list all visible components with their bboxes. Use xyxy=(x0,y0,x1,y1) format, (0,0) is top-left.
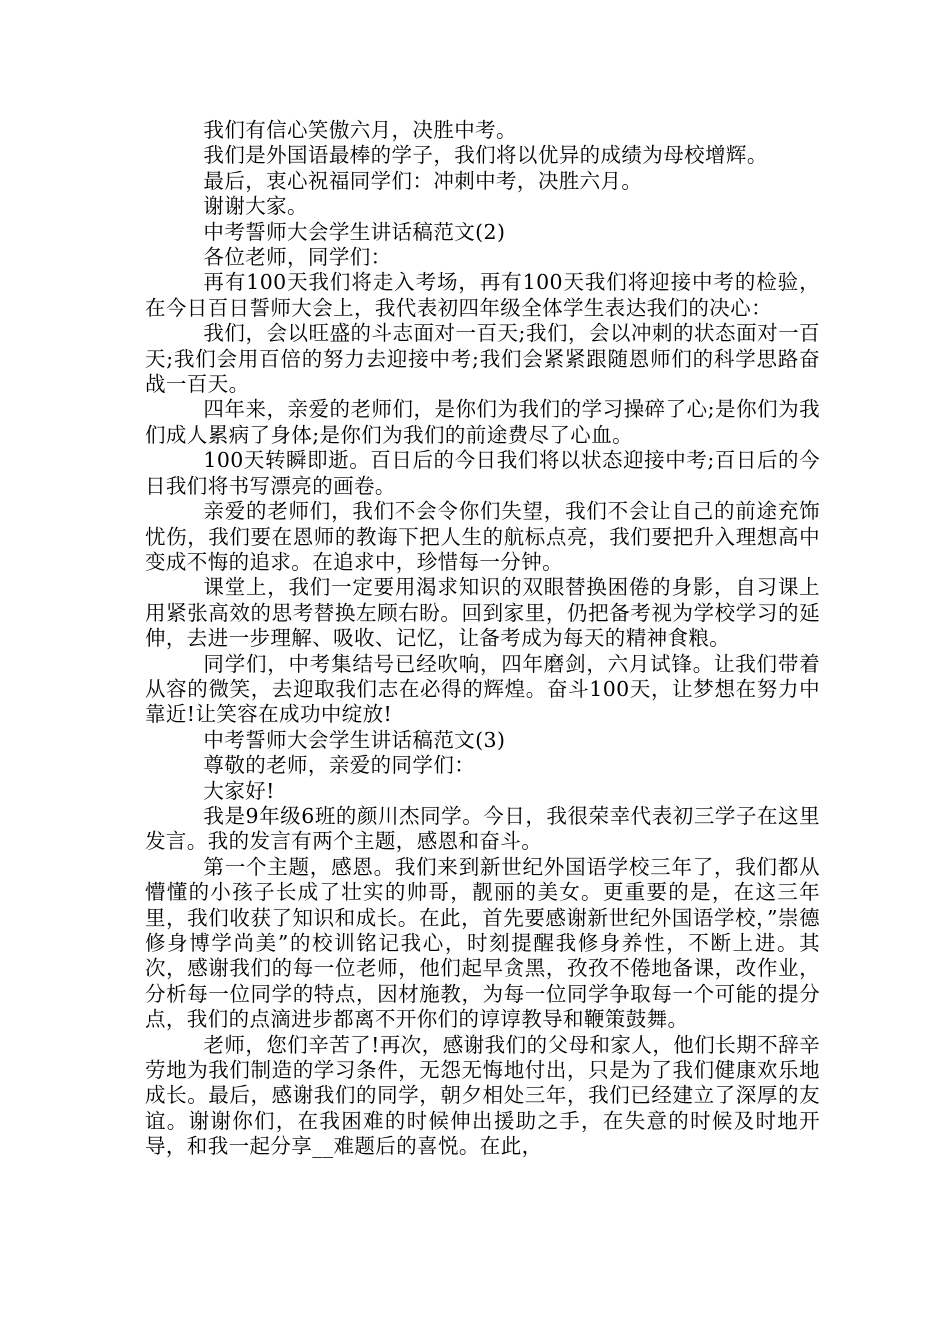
paragraph: 老师，您们辛苦了!再次，感谢我们的父母和家人，他们长期不辞辛劳地为我们制造的学习条件，无怨无悔地付出，只是为了我们健康欢乐地成长。最后，感谢我们的同学，朝夕相处三年，我们已经建立了深厚的友谊。谢谢你们，在我困难的时候伸出援助之手，在失意的时候及时地开导，和我一起分享__难题后的喜悦。在此， xyxy=(145,1032,820,1159)
paragraph: 我们有信心笑傲六月，决胜中考。 xyxy=(203,118,517,142)
document-page xyxy=(145,118,820,1160)
salutation: 各位老师，同学们： xyxy=(203,245,392,270)
paragraph: 同学们，中考集结号已经吹响，四年磨剑，六月试锋。让我们带着从容的微笑，去迎取我们志在必得的辉煌。奋斗100天，让梦想在努力中靠近!让笑容在成功中绽放! xyxy=(145,651,820,727)
paragraph: 我们是外国语最棒的学子，我们将以优异的成绩为母校增辉。 xyxy=(203,143,768,168)
paragraph: 最后，衷心祝福同学们：冲刺中考，决胜六月。 xyxy=(203,168,643,193)
paragraph: 我们，会以旺盛的斗志面对一百天;我们，会以冲刺的状态面对一百天;我们会用百倍的努力去迎接中考;我们会紧紧跟随恩师们的科学思路奋战一百天。 xyxy=(145,321,820,397)
section-heading: 中考誓师大会学生讲话稿范文(2) xyxy=(203,219,506,244)
salutation: 尊敬的老师，亲爱的同学们： xyxy=(203,753,476,778)
paragraph: 我是9年级6班的颜川杰同学。今日，我很荣幸代表初三学子在这里发言。我的发言有两个主题，感恩和奋斗。 xyxy=(145,803,820,854)
paragraph: 再有100天我们将走入考场，再有100天我们将迎接中考的检验，在今日百日誓师大会上，我代表初四年级全体学生表达我们的决心： xyxy=(145,270,820,320)
paragraph: 谢谢大家。 xyxy=(203,194,308,219)
paragraph: 亲爱的老师们，我们不会令你们失望，我们不会让自己的前途充饰忧伤，我们要在恩师的教诲下把人生的航标点亮，我们要把升入理想高中变成不悔的追求。在追求中，珍惜每一分钟。 xyxy=(145,499,820,574)
paragraph: 四年来，亲爱的老师们，是你们为我们的学习操碎了心;是你们为我们成人累病了身体;是你们为我们的前途费尽了心血。 xyxy=(145,397,820,447)
paragraph: 第一个主题，感恩。我们来到新世纪外国语学校三年了，我们都从懵懂的小孩子长成了壮实的帅哥，靓丽的美女。更重要的是，在这三年里，我们收获了知识和成长。在此，首先要感谢新世纪外国语学校，”崇德修身博学尚美”的校训铭记我心，时刻提醒我修身养性，不断上进。其次，感谢我们的每一位老师，他们起早贪黑，孜孜不倦地备课，改作业，分析每一位同学的特点，因材施教，为每一位同学争取每一个可能的提分点，我们的点滴进步都离不开你们的谆谆教导和鞭策鼓舞。 xyxy=(145,854,820,1032)
section-heading: 中考誓师大会学生讲话稿范文(3) xyxy=(203,727,506,752)
paragraph: 100天转瞬即逝。百日后的今日我们将以状态迎接中考;百日后的今日我们将书写漂亮的画卷。 xyxy=(145,448,820,498)
greeting: 大家好! xyxy=(203,778,275,803)
paragraph: 课堂上，我们一定要用渴求知识的双眼替换困倦的身影，自习课上用紧张高效的思考替换左顾右盼。回到家里，仍把备考视为学校学习的延伸，去进一步理解、吸收、记忆，让备考成为每天的精神食粮。 xyxy=(145,575,820,651)
